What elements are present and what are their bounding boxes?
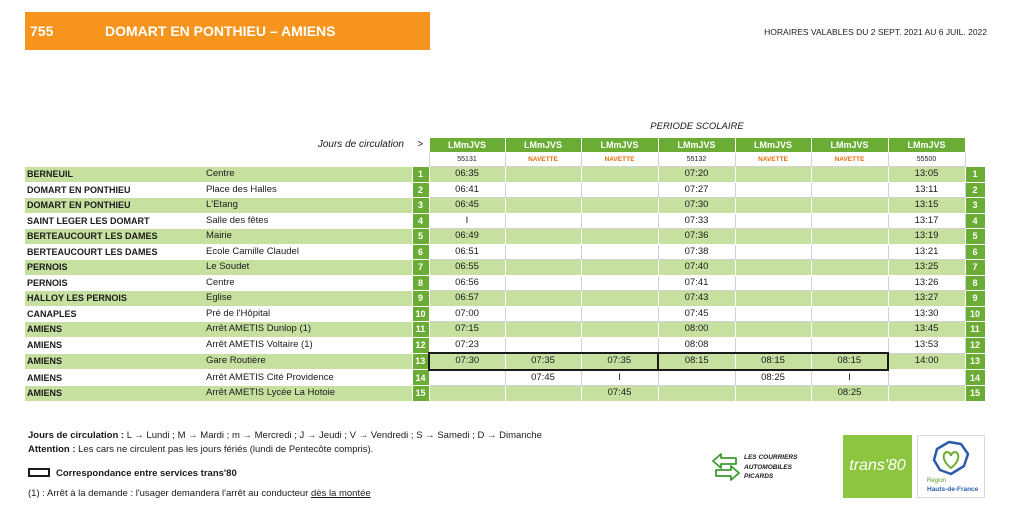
departure-time: 07:35 (505, 353, 581, 370)
departure-time (505, 213, 581, 229)
departure-time (811, 167, 888, 183)
attention-title: Attention : (28, 444, 76, 455)
correspondence-legend (28, 468, 237, 480)
note-underlined-text: dès la montée (310, 488, 371, 499)
departure-time: 07:23 (429, 337, 505, 353)
header-spacer (965, 153, 985, 167)
stop-name: Arrêt AMETIS Dunlop (1) (203, 322, 412, 338)
departure-time (811, 337, 888, 353)
stop-number-left: 2 (412, 182, 429, 198)
departure-time (581, 337, 658, 353)
departure-time: 08:00 (658, 322, 735, 338)
stop-name: Arrêt AMETIS Lycée La Hotoie (203, 386, 412, 402)
departure-time (658, 370, 735, 386)
departure-time: 07:20 (658, 167, 735, 183)
departure-time: 08:25 (811, 386, 888, 402)
departure-time (581, 167, 658, 183)
stop-name: Arrêt AMETIS Cité Providence (203, 370, 412, 386)
stop-row (25, 353, 985, 370)
departure-time (581, 244, 658, 260)
departure-time (581, 182, 658, 198)
departure-time: 06:51 (429, 244, 505, 260)
service-days: LMmJVS (505, 138, 581, 153)
departure-time: I (429, 213, 505, 229)
departure-time (581, 291, 658, 307)
stop-number-left: 13 (412, 353, 429, 370)
stop-locality: HALLOY LES PERNOIS (25, 291, 203, 307)
stop-name: Centre (203, 167, 412, 183)
region-logo-line-2: Hauts-de-France (927, 486, 979, 493)
departure-time (735, 244, 811, 260)
departure-time: 08:25 (735, 370, 811, 386)
departure-time (581, 260, 658, 276)
departure-time (505, 167, 581, 183)
stop-number-left: 7 (412, 260, 429, 276)
stop-number-right: 3 (965, 198, 985, 214)
departure-time (581, 213, 658, 229)
note-text: (1) : Arrêt à la demande : l'usager demandera l'arrêt au conducteur (28, 488, 309, 499)
departure-time: 13:30 (888, 306, 965, 322)
departure-time: 13:17 (888, 213, 965, 229)
stop-row (25, 167, 985, 183)
days-legend (28, 430, 542, 442)
stop-locality: AMIENS (25, 337, 203, 353)
stop-number-left: 8 (412, 275, 429, 291)
days-header-row (25, 138, 985, 153)
departure-time (735, 182, 811, 198)
stop-locality: BERTEAUCOURT LES DAMES (25, 244, 203, 260)
on-demand-stop-note (28, 488, 371, 500)
departure-time (735, 322, 811, 338)
service-code: NAVETTE (811, 153, 888, 167)
departure-time: 13:27 (888, 291, 965, 307)
departure-time: 13:15 (888, 198, 965, 214)
stop-number-right: 1 (965, 167, 985, 183)
departure-time (505, 275, 581, 291)
courriers-line-1: LES COURRIERS (744, 454, 798, 461)
correspondence-legend-text: Correspondance entre services trans'80 (56, 468, 237, 479)
courriers-line-2: AUTOMOBILES (744, 463, 792, 471)
departure-time (735, 386, 811, 402)
stop-number-right: 8 (965, 275, 985, 291)
departure-time: 07:00 (429, 306, 505, 322)
days-legend-title: Jours de circulation : (28, 430, 125, 441)
departure-time (429, 386, 505, 402)
stop-name: Pré de l'Hôpital (203, 306, 412, 322)
departure-time: 08:15 (811, 353, 888, 370)
stop-number-left: 6 (412, 244, 429, 260)
stop-row (25, 229, 985, 245)
header-spacer (412, 153, 429, 167)
trans80-logo-text: trans'80 (849, 457, 906, 474)
stop-locality: AMIENS (25, 370, 203, 386)
stop-number-left: 12 (412, 337, 429, 353)
departure-time: 06:55 (429, 260, 505, 276)
service-code: NAVETTE (735, 153, 811, 167)
stop-number-right: 10 (965, 306, 985, 322)
stop-row (25, 337, 985, 353)
stop-number-right: 14 (965, 370, 985, 386)
departure-time: 07:33 (658, 213, 735, 229)
departure-time (505, 260, 581, 276)
service-code: 55132 (658, 153, 735, 167)
region-logo (917, 435, 985, 498)
departure-time: 07:30 (429, 353, 505, 370)
stop-name: Gare Routière (203, 353, 412, 370)
departure-time (735, 275, 811, 291)
departure-time (505, 198, 581, 214)
departure-time: 07:45 (581, 386, 658, 402)
departure-time (811, 306, 888, 322)
stop-name: Salle des fêtes (203, 213, 412, 229)
departure-time: 06:49 (429, 229, 505, 245)
stop-number-right: 7 (965, 260, 985, 276)
service-code: 55131 (429, 153, 505, 167)
departure-time (429, 370, 505, 386)
departure-time: I (581, 370, 658, 386)
departure-time: 07:43 (658, 291, 735, 307)
stop-locality: PERNOIS (25, 275, 203, 291)
stop-row (25, 260, 985, 276)
departure-time: 06:45 (429, 198, 505, 214)
timetable-body (25, 167, 985, 402)
departure-time (581, 198, 658, 214)
stop-number-right: 13 (965, 353, 985, 370)
header-spacer (25, 153, 203, 167)
stop-row (25, 198, 985, 214)
stop-row (25, 275, 985, 291)
departure-time: 06:35 (429, 167, 505, 183)
departure-time (735, 291, 811, 307)
period-label: PERIODE SCOLAIRE (650, 121, 744, 132)
departure-time: 08:15 (658, 353, 735, 370)
departure-time: 13:19 (888, 229, 965, 245)
departure-time (581, 275, 658, 291)
stop-number-right: 2 (965, 182, 985, 198)
departure-time (811, 198, 888, 214)
service-code: NAVETTE (581, 153, 658, 167)
stop-locality: CANAPLES (25, 306, 203, 322)
service-days: LMmJVS (429, 138, 505, 153)
departure-time: 06:56 (429, 275, 505, 291)
service-days: LMmJVS (888, 138, 965, 153)
stop-name: Place des Halles (203, 182, 412, 198)
departure-time: 06:41 (429, 182, 505, 198)
service-code: 55500 (888, 153, 965, 167)
departure-time (505, 386, 581, 402)
departure-time (505, 229, 581, 245)
service-days: LMmJVS (735, 138, 811, 153)
stop-number-left: 11 (412, 322, 429, 338)
departure-time (581, 322, 658, 338)
stop-locality: BERNEUIL (25, 167, 203, 183)
header-spacer (203, 153, 412, 167)
stop-row (25, 322, 985, 338)
stop-number-left: 1 (412, 167, 429, 183)
service-code: NAVETTE (505, 153, 581, 167)
stop-row (25, 182, 985, 198)
stop-row (25, 213, 985, 229)
days-of-operation-label: Jours de circulation (317, 139, 404, 150)
stop-locality: BERTEAUCOURT LES DAMES (25, 229, 203, 245)
correspondence-box-icon (28, 468, 50, 477)
stop-number-right: 15 (965, 386, 985, 402)
stop-locality: DOMART EN PONTHIEU (25, 198, 203, 214)
region-map-heart-icon (929, 439, 973, 477)
departure-time (505, 291, 581, 307)
departure-time: 07:30 (658, 198, 735, 214)
departure-time (735, 198, 811, 214)
courriers-arrows-icon (711, 453, 741, 481)
departure-time (735, 167, 811, 183)
departure-time: 07:27 (658, 182, 735, 198)
departure-time: 07:40 (658, 260, 735, 276)
stop-number-right: 12 (965, 337, 985, 353)
stop-number-left: 14 (412, 370, 429, 386)
stop-locality: DOMART EN PONTHIEU (25, 182, 203, 198)
stop-locality: AMIENS (25, 386, 203, 402)
departure-time (581, 306, 658, 322)
courriers-logo-text (744, 453, 797, 482)
stop-number-left: 9 (412, 291, 429, 307)
service-days: LMmJVS (658, 138, 735, 153)
departure-time: 13:21 (888, 244, 965, 260)
departure-time (811, 275, 888, 291)
departure-time (811, 229, 888, 245)
service-days: LMmJVS (581, 138, 658, 153)
departure-time: 07:36 (658, 229, 735, 245)
departure-time (811, 244, 888, 260)
region-logo-line-1: Région (927, 478, 947, 484)
line-title-bar (25, 12, 430, 50)
stop-row (25, 291, 985, 307)
departure-time (811, 213, 888, 229)
departure-time (735, 213, 811, 229)
departure-time: 13:05 (888, 167, 965, 183)
stop-number-left: 4 (412, 213, 429, 229)
departure-time: 07:38 (658, 244, 735, 260)
stop-locality: AMIENS (25, 353, 203, 370)
departure-time (658, 386, 735, 402)
header-spacer (965, 138, 985, 153)
stop-row (25, 370, 985, 386)
trans80-logo (843, 435, 912, 498)
departure-time: 07:15 (429, 322, 505, 338)
timetable (25, 137, 986, 402)
departure-time (735, 306, 811, 322)
departure-time (505, 244, 581, 260)
departure-time: 07:45 (658, 306, 735, 322)
departure-time (811, 322, 888, 338)
stop-name: Mairie (203, 229, 412, 245)
departure-time (888, 386, 965, 402)
departure-time: 06:57 (429, 291, 505, 307)
stop-name: L'Etang (203, 198, 412, 214)
departure-time: 13:11 (888, 182, 965, 198)
stop-name: Le Soudet (203, 260, 412, 276)
departure-time (735, 260, 811, 276)
stop-number-left: 15 (412, 386, 429, 402)
stop-name: Ecole Camille Claudel (203, 244, 412, 260)
stop-number-right: 6 (965, 244, 985, 260)
validity-period: HORAIRES VALABLES DU 2 SEPT. 2021 AU 6 JUIL. 2022 (764, 27, 987, 37)
stop-number-left: 10 (412, 306, 429, 322)
stop-row (25, 386, 985, 402)
departure-time: 08:15 (735, 353, 811, 370)
departure-time: 07:45 (505, 370, 581, 386)
departure-time (581, 229, 658, 245)
attention-text: Les cars ne circulent pas les jours fériés (lundi de Pentecôte compris). (78, 444, 374, 455)
departure-time: I (811, 370, 888, 386)
stop-number-right: 5 (965, 229, 985, 245)
departure-time: 07:35 (581, 353, 658, 370)
departure-time (505, 182, 581, 198)
departure-time (811, 182, 888, 198)
departure-time (811, 291, 888, 307)
departure-time (735, 229, 811, 245)
departure-time (811, 260, 888, 276)
departure-time: 13:45 (888, 322, 965, 338)
departure-time: 07:41 (658, 275, 735, 291)
departure-time (505, 337, 581, 353)
stop-row (25, 244, 985, 260)
line-title: DOMART EN PONTHIEU – AMIENS (105, 23, 336, 39)
header-spacer (25, 138, 203, 153)
stop-number-right: 9 (965, 291, 985, 307)
departure-time: 08:08 (658, 337, 735, 353)
departure-time: 13:26 (888, 275, 965, 291)
service-days: LMmJVS (811, 138, 888, 153)
line-number: 755 (30, 23, 54, 39)
attention-note (28, 444, 373, 456)
stop-name: Arrêt AMETIS Voltaire (1) (203, 337, 412, 353)
days-arrow: > (417, 139, 424, 150)
stop-number-left: 5 (412, 229, 429, 245)
stop-number-right: 4 (965, 213, 985, 229)
stop-locality: SAINT LEGER LES DOMART (25, 213, 203, 229)
courriers-line-3: PICARDS (744, 473, 774, 480)
departure-time: 14:00 (888, 353, 965, 370)
stop-number-left: 3 (412, 198, 429, 214)
departure-time: 13:53 (888, 337, 965, 353)
stop-number-right: 11 (965, 322, 985, 338)
stop-name: Eglise (203, 291, 412, 307)
courriers-logo (711, 450, 806, 486)
stop-row (25, 306, 985, 322)
departure-time (505, 322, 581, 338)
departure-time (505, 306, 581, 322)
departure-time (735, 337, 811, 353)
departure-time: 13:25 (888, 260, 965, 276)
departure-time (888, 370, 965, 386)
stop-name: Centre (203, 275, 412, 291)
service-code-row (25, 153, 985, 167)
stop-locality: AMIENS (25, 322, 203, 338)
days-legend-text: L → Lundi ; M → Mardi ; m → Mercredi ; J → Jeudi ; V → Vendredi ; S → Samedi ; D → Dimanche (126, 430, 542, 441)
stop-locality: PERNOIS (25, 260, 203, 276)
